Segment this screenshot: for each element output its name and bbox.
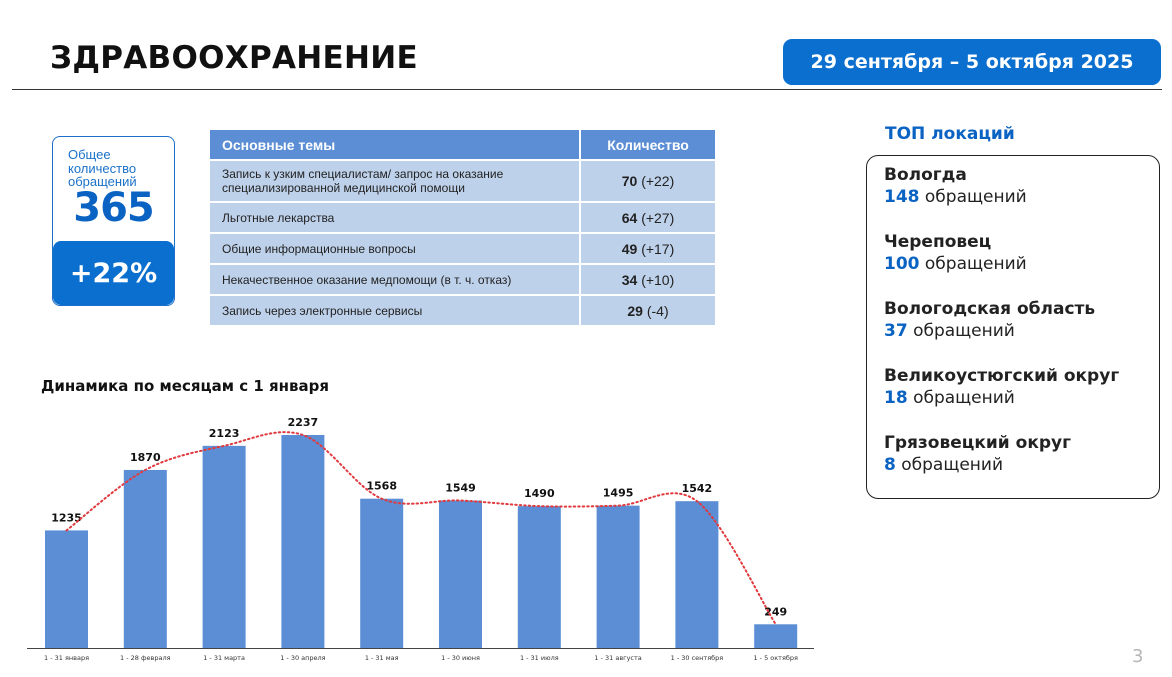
location-count: 37 обращений <box>884 321 1015 341</box>
top-locations-list <box>866 155 1160 499</box>
table-row <box>210 234 715 263</box>
bar <box>597 506 640 648</box>
x-tick-label: 1 - 28 февраля <box>120 654 171 662</box>
count-value: 34 <box>621 271 638 288</box>
count-cell <box>581 203 715 232</box>
location-item <box>884 231 1027 275</box>
location-count-value: 148 <box>884 187 920 207</box>
x-tick-label: 1 - 31 января <box>44 654 89 662</box>
monthly-dynamics-chart <box>0 400 830 665</box>
table-header-row <box>210 130 715 159</box>
count-cell <box>581 296 715 325</box>
location-name: Вологодская область <box>884 299 1096 319</box>
total-requests-value: 365 <box>73 185 154 231</box>
trend-line <box>67 432 776 624</box>
count-delta: (+10) <box>641 271 675 288</box>
bar <box>203 446 246 648</box>
chart-title: Динамика по месяцам с 1 января <box>41 377 329 395</box>
location-count-value: 8 <box>884 455 896 475</box>
data-label: 1549 <box>445 481 476 495</box>
page-number: 3 <box>1132 646 1144 667</box>
data-label: 1495 <box>602 486 634 500</box>
header-divider <box>12 89 1162 90</box>
count-cell <box>581 265 715 294</box>
count-delta: (+27) <box>641 209 675 226</box>
bar <box>754 624 797 648</box>
bar <box>675 501 718 648</box>
data-label: 1235 <box>51 511 82 525</box>
growth-badge: +22% <box>53 241 174 305</box>
x-tick-label: 1 - 30 апреля <box>280 654 326 662</box>
data-label: 249 <box>764 605 788 619</box>
location-count: 8 обращений <box>884 455 1004 475</box>
count-delta: (+22) <box>641 173 675 189</box>
bar <box>45 530 88 648</box>
top-locations-title: ТОП локаций <box>885 124 1015 144</box>
topic-cell: Некачественное оказание медпомощи (в т. ч. отказ) <box>210 265 579 294</box>
bar <box>518 506 561 648</box>
location-name: Вологда <box>884 165 967 185</box>
table-row <box>210 265 715 294</box>
topic-column-header: Основные темы <box>210 130 579 159</box>
count-cell <box>581 234 715 263</box>
location-count: 148 обращений <box>884 187 1027 207</box>
x-tick-label: 1 - 31 мая <box>364 654 399 662</box>
location-count-value: 100 <box>884 254 920 274</box>
location-count-value: 18 <box>884 388 908 408</box>
topic-cell: Общие информационные вопросы <box>210 234 579 263</box>
count-value: 49 <box>621 240 638 257</box>
topic-cell: Запись через электронные сервисы <box>210 296 579 325</box>
data-label: 1568 <box>366 479 398 493</box>
location-count: 18 обращений <box>884 388 1015 408</box>
table-row <box>210 203 715 232</box>
count-delta: (-4) <box>646 302 669 319</box>
total-requests-label: Общее количество обращений <box>68 147 137 189</box>
topic-cell: Запись к узким специалистам/ запрос на оказание специализированной медицинской помощи <box>210 161 579 201</box>
location-count-value: 37 <box>884 321 908 341</box>
count-value: 70 <box>621 173 638 189</box>
x-tick-label: 1 - 30 июня <box>441 654 480 662</box>
data-label: 1870 <box>129 450 161 464</box>
location-item <box>884 365 1119 409</box>
x-tick-label: 1 - 31 августа <box>594 654 642 662</box>
location-item <box>884 432 1071 476</box>
topic-cell: Льготные лекарства <box>210 203 579 232</box>
table-row <box>210 296 715 325</box>
x-tick-label: 1 - 5 октября <box>753 654 798 662</box>
location-name: Великоустюгский округ <box>884 366 1120 386</box>
total-requests-card <box>52 136 175 306</box>
count-cell <box>581 161 715 201</box>
bar <box>360 499 403 648</box>
date-range-badge: 29 сентября – 5 октября 2025 <box>783 39 1161 85</box>
table-row <box>210 161 715 201</box>
location-item <box>884 164 1027 208</box>
data-label: 1542 <box>681 482 713 496</box>
location-item <box>884 298 1095 342</box>
topics-table <box>208 128 717 327</box>
data-label: 1490 <box>523 487 555 501</box>
bar <box>439 501 482 648</box>
location-name: Грязовецкий округ <box>884 433 1071 453</box>
data-label: 2237 <box>287 416 319 429</box>
location-count: 100 обращений <box>884 254 1027 274</box>
page-title: ЗДРАВООХРАНЕНИЕ <box>50 40 418 76</box>
count-value: 29 <box>627 302 643 319</box>
x-tick-label: 1 - 31 марта <box>203 654 245 662</box>
bar <box>124 470 167 648</box>
count-delta: (+17) <box>641 240 675 257</box>
bar <box>281 435 324 648</box>
x-tick-label: 1 - 31 июля <box>519 654 559 662</box>
count-column-header: Количество <box>581 130 715 159</box>
location-name: Череповец <box>884 232 992 252</box>
x-tick-label: 1 - 30 сентября <box>670 654 724 662</box>
data-label: 2123 <box>208 426 240 440</box>
count-value: 64 <box>621 209 638 226</box>
